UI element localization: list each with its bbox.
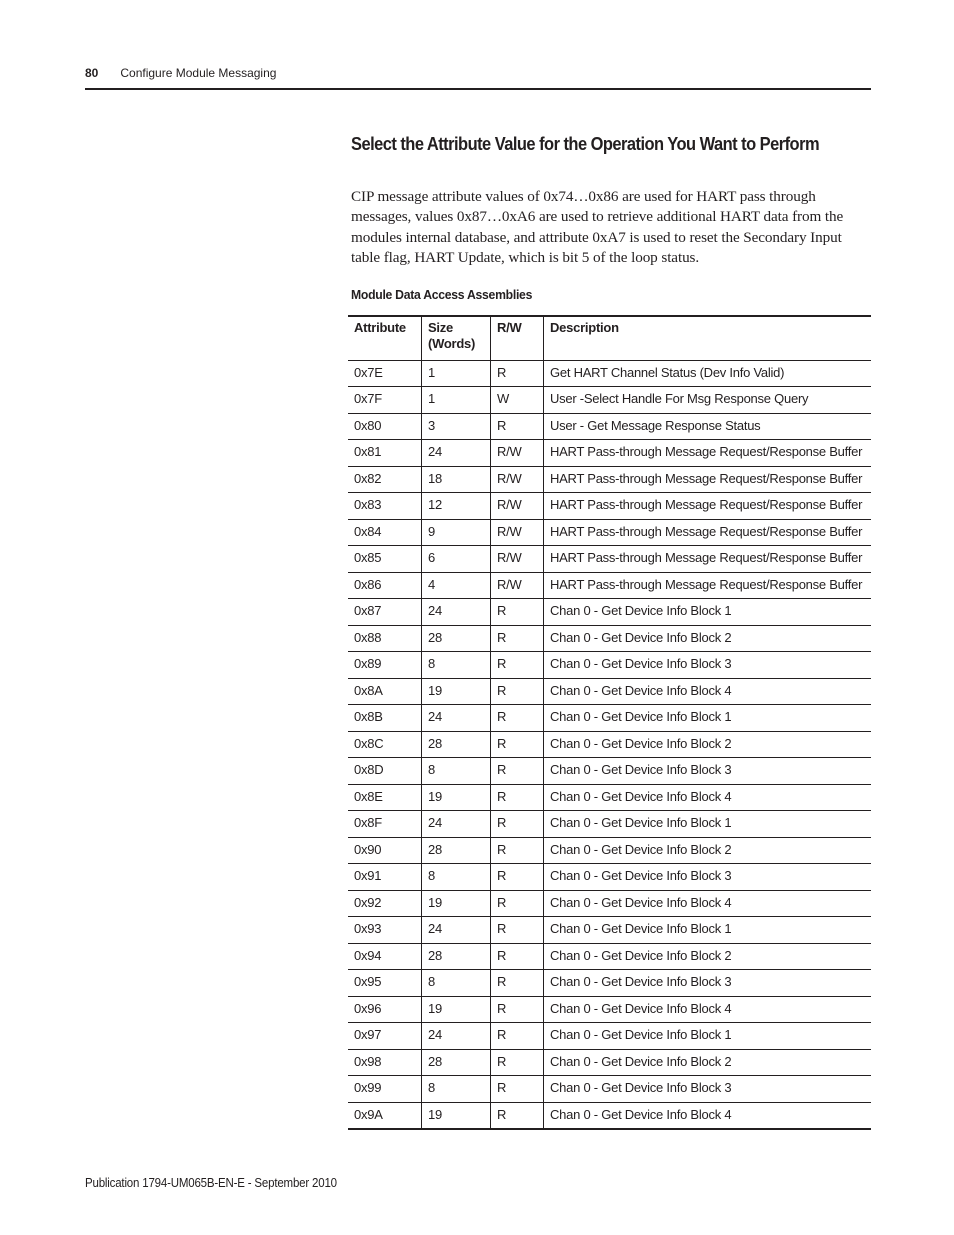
rw-cell: R: [491, 1076, 544, 1103]
table-row: [348, 758, 871, 785]
table-row: [348, 996, 871, 1023]
table-row: [348, 625, 871, 652]
attribute-cell: 0x7E: [354, 364, 383, 380]
table-row: [348, 890, 871, 917]
rw-cell: R: [491, 784, 544, 811]
attribute-cell: 0x7F: [354, 391, 382, 406]
description-cell: Chan 0 - Get Device Info Block 1: [544, 1023, 872, 1050]
description-cell: Chan 0 - Get Device Info Block 2: [544, 943, 872, 970]
table-row: [348, 811, 871, 838]
attribute-cell: 0x96: [354, 1000, 382, 1016]
rw-cell: R: [491, 890, 544, 917]
column-header-size: Size (Words): [422, 316, 491, 360]
table-row: [348, 837, 871, 864]
attribute-cell: 0x86: [354, 576, 382, 592]
rw-cell: R: [491, 1023, 544, 1050]
description-cell: Chan 0 - Get Device Info Block 4: [544, 1102, 872, 1129]
rw-cell: R/W: [491, 466, 544, 493]
size-cell: 8: [422, 864, 491, 891]
description-cell: HART Pass-through Message Request/Response Buffer: [544, 546, 872, 573]
rw-cell: R: [491, 970, 544, 997]
description-cell: HART Pass-through Message Request/Response Buffer: [544, 493, 872, 520]
attribute-cell: 0x95: [354, 974, 382, 989]
table-body: [348, 360, 871, 1129]
table-row: [348, 360, 871, 387]
size-cell: 19: [422, 784, 491, 811]
description-cell: Chan 0 - Get Device Info Block 3: [544, 758, 872, 785]
size-cell: 1: [422, 387, 491, 414]
size-cell: 28: [422, 1049, 491, 1076]
table-row: [348, 731, 871, 758]
attribute-cell: 0x8C: [354, 735, 384, 751]
table-row: [348, 705, 871, 732]
table-row: [348, 970, 871, 997]
size-cell: 28: [422, 625, 491, 652]
description-cell: Chan 0 - Get Device Info Block 4: [544, 678, 872, 705]
column-header-rw: R/W: [491, 316, 544, 360]
section-heading: Select the Attribute Value for the Operation You Want to Perform: [351, 133, 820, 154]
rw-cell: R: [491, 678, 544, 705]
table-row: [348, 1076, 871, 1103]
rw-cell: R: [491, 864, 544, 891]
size-cell: 9: [422, 519, 491, 546]
rw-cell: R/W: [491, 519, 544, 546]
size-cell: 28: [422, 731, 491, 758]
description-cell: HART Pass-through Message Request/Response Buffer: [544, 466, 872, 493]
description-cell: Chan 0 - Get Device Info Block 2: [544, 837, 872, 864]
description-cell: Chan 0 - Get Device Info Block 3: [544, 864, 872, 891]
description-cell: Chan 0 - Get Device Info Block 3: [544, 970, 872, 997]
table-row: [348, 1102, 871, 1129]
size-cell: 4: [422, 572, 491, 599]
size-cell: 28: [422, 837, 491, 864]
description-cell: Chan 0 - Get Device Info Block 2: [544, 625, 872, 652]
size-cell: 8: [422, 970, 491, 997]
table-row: [348, 1049, 871, 1076]
table-row: [348, 943, 871, 970]
attribute-cell: 0x80: [354, 417, 382, 433]
rw-cell: R: [491, 1102, 544, 1129]
size-cell: 19: [422, 678, 491, 705]
footer-publication: Publication 1794-UM065B-EN-E - September 2010: [85, 1176, 337, 1190]
size-cell: 24: [422, 705, 491, 732]
description-cell: Chan 0 - Get Device Info Block 1: [544, 811, 872, 838]
attribute-cell: 0x84: [354, 523, 382, 539]
description-cell: Chan 0 - Get Device Info Block 4: [544, 996, 872, 1023]
table-row: [348, 546, 871, 573]
size-cell: 24: [422, 440, 491, 467]
attribute-cell: 0x8A: [354, 682, 383, 698]
description-cell: Chan 0 - Get Device Info Block 2: [544, 1049, 872, 1076]
table-header-row: [348, 316, 871, 360]
table-row: [348, 466, 871, 493]
table-row: [348, 678, 871, 705]
section-title: Configure Module Messaging: [120, 66, 277, 80]
attribute-cell: 0x83: [354, 497, 382, 512]
size-cell: 24: [422, 1023, 491, 1050]
description-cell: Chan 0 - Get Device Info Block 4: [544, 784, 872, 811]
table-row: [348, 1023, 871, 1050]
size-cell: 19: [422, 1102, 491, 1129]
description-cell: HART Pass-through Message Request/Response Buffer: [544, 440, 872, 467]
size-cell: 3: [422, 413, 491, 440]
description-cell: Chan 0 - Get Device Info Block 1: [544, 705, 872, 732]
rw-cell: R: [491, 1049, 544, 1076]
attribute-cell: 0x97: [354, 1027, 382, 1042]
attribute-cell: 0x89: [354, 656, 382, 671]
description-cell: HART Pass-through Message Request/Response Buffer: [544, 519, 872, 546]
rw-cell: R: [491, 996, 544, 1023]
description-cell: User -Select Handle For Msg Response Query: [544, 387, 872, 414]
attribute-cell: 0x94: [354, 947, 382, 963]
rw-cell: R: [491, 413, 544, 440]
description-cell: Get HART Channel Status (Dev Info Valid): [544, 360, 872, 387]
attribute-cell: 0x85: [354, 550, 382, 565]
description-cell: Chan 0 - Get Device Info Block 2: [544, 731, 872, 758]
size-cell: 24: [422, 599, 491, 626]
size-cell: 12: [422, 493, 491, 520]
description-cell: Chan 0 - Get Device Info Block 4: [544, 890, 872, 917]
rw-cell: R/W: [491, 572, 544, 599]
attribute-cell: 0x90: [354, 841, 382, 857]
attribute-cell: 0x8B: [354, 709, 383, 724]
table-title: Module Data Access Assemblies: [351, 287, 533, 302]
table-row: [348, 572, 871, 599]
table-row: [348, 917, 871, 944]
description-cell: Chan 0 - Get Device Info Block 3: [544, 652, 872, 679]
attribute-cell: 0x81: [354, 444, 382, 459]
page-number: 80: [85, 66, 99, 80]
column-header-description: Description: [544, 316, 872, 360]
attribute-cell: 0x8E: [354, 788, 383, 804]
size-cell: 8: [422, 652, 491, 679]
rw-cell: R/W: [491, 546, 544, 573]
size-cell: 8: [422, 1076, 491, 1103]
size-cell: 19: [422, 996, 491, 1023]
size-cell: 6: [422, 546, 491, 573]
attribute-cell: 0x9A: [354, 1106, 383, 1122]
table-row: [348, 519, 871, 546]
rw-cell: R: [491, 917, 544, 944]
rw-cell: R: [491, 599, 544, 626]
rw-cell: R: [491, 758, 544, 785]
size-cell: 28: [422, 943, 491, 970]
description-cell: Chan 0 - Get Device Info Block 3: [544, 1076, 872, 1103]
table-row: [348, 599, 871, 626]
size-cell: 24: [422, 811, 491, 838]
body-paragraph: CIP message attribute values of 0x74…0x86 are used for HART pass through messages, values 0x87…0xA6 are used to retrieve additional HART data from the modules internal database, and attribute 0xA7 is used to reset the Secondary Input table flag, HART Update, which is bit 5 of the loop status.: [351, 188, 844, 267]
table-row: [348, 387, 871, 414]
attribute-cell: 0x88: [354, 629, 382, 645]
rw-cell: R: [491, 625, 544, 652]
attribute-cell: 0x87: [354, 603, 382, 618]
attribute-cell: 0x98: [354, 1053, 382, 1069]
attribute-cell: 0x8D: [354, 762, 384, 777]
table-row: [348, 784, 871, 811]
module-data-access-table: [348, 315, 871, 1130]
description-cell: HART Pass-through Message Request/Response Buffer: [544, 572, 872, 599]
table-row: [348, 440, 871, 467]
rw-cell: R/W: [491, 493, 544, 520]
rw-cell: R: [491, 837, 544, 864]
header-rule: [85, 88, 871, 90]
attribute-cell: 0x99: [354, 1080, 382, 1095]
attribute-cell: 0x82: [354, 470, 382, 486]
attribute-cell: 0x8F: [354, 815, 382, 830]
rw-cell: R: [491, 652, 544, 679]
column-header-attribute: Attribute: [354, 320, 406, 335]
rw-cell: R: [491, 705, 544, 732]
table-row: [348, 864, 871, 891]
rw-cell: R: [491, 360, 544, 387]
attribute-cell: 0x93: [354, 921, 382, 936]
table-row: [348, 493, 871, 520]
rw-cell: R/W: [491, 440, 544, 467]
size-cell: 24: [422, 917, 491, 944]
size-cell: 8: [422, 758, 491, 785]
table-row: [348, 413, 871, 440]
attribute-cell: 0x91: [354, 868, 382, 883]
table-row: [348, 652, 871, 679]
running-header: [85, 66, 276, 80]
rw-cell: R: [491, 731, 544, 758]
size-cell: 18: [422, 466, 491, 493]
description-cell: Chan 0 - Get Device Info Block 1: [544, 599, 872, 626]
description-cell: User - Get Message Response Status: [544, 413, 872, 440]
rw-cell: R: [491, 943, 544, 970]
attribute-cell: 0x92: [354, 894, 382, 910]
description-cell: Chan 0 - Get Device Info Block 1: [544, 917, 872, 944]
size-cell: 1: [422, 360, 491, 387]
rw-cell: R: [491, 811, 544, 838]
rw-cell: W: [491, 387, 544, 414]
size-cell: 19: [422, 890, 491, 917]
